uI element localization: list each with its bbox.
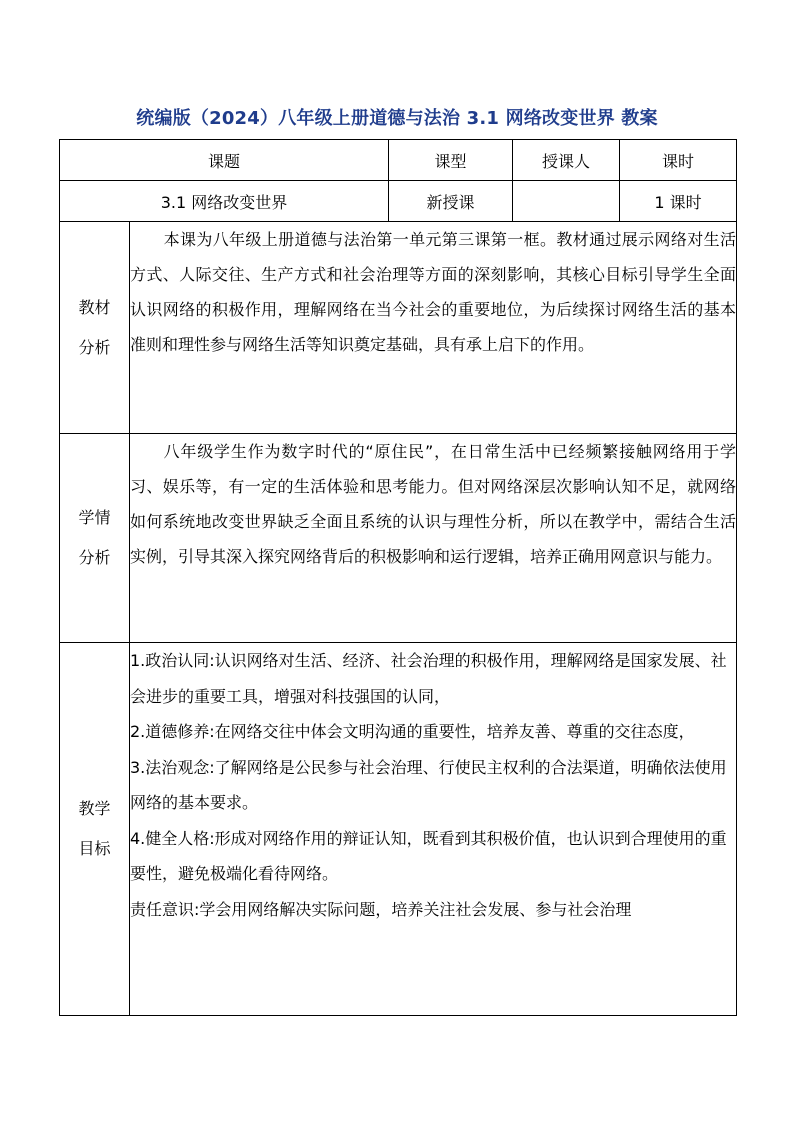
header-type: 课型	[389, 140, 513, 181]
student-analysis-content	[130, 434, 737, 643]
student-analysis-row	[60, 434, 737, 643]
goal-item: 2.道德修养:在网络交往中体会文明沟通的重要性，培养友善、尊重的交往态度，	[130, 722, 695, 741]
document-title: 统编版（2024）八年级上册道德与法治 3.1 网络改变世界 教案	[136, 108, 658, 129]
info-row	[60, 181, 737, 222]
info-hours: 1 课时	[620, 181, 737, 222]
material-analysis-text: 本课为八年级上册道德与法治第一单元第三课第一框。教材通过展示网络对生活方式、人际交往、生产方式和社会治理等方面的深刻影响，其核心目标引导学生全面认识网络的积极作用，理解网络在当今社会的重要地位，为后续探讨网络生活的基本准则和理性参与网络生活等知识奠定基础，具有承上启下的作用。	[130, 230, 737, 354]
material-analysis-content	[130, 222, 737, 434]
info-topic: 3.1 网络改变世界	[60, 181, 389, 222]
student-analysis-label	[60, 434, 130, 643]
student-analysis-text: 八年级学生作为数字时代的“原住民”，在日常生活中已经频繁接触网络用于学习、娱乐等，有一定的生活体验和思考能力。但对网络深层次影响认知不足，就网络如何系统地改变世界缺乏全面且系统的认识与理性分析，所以在教学中，需结合生活实例，引导其深入探究网络背后的积极影响和运行逻辑，培养正确用网意识与能力。	[130, 442, 737, 566]
material-analysis-label-line1: 教材	[78, 297, 111, 317]
goal-item: 4.健全人格:形成对网络作用的辩证认知，既看到其积极价值，也认识到合理使用的重要性，避免极端化看待网络。	[130, 828, 727, 883]
goal-item: 1.政治认同:认识网络对生活、经济、社会治理的积极作用，理解网络是国家发展、社会进步的重要工具，增强对科技强国的认同，	[130, 651, 727, 706]
teaching-goals-label-line1: 教学	[78, 799, 111, 818]
header-topic: 课题	[60, 140, 389, 181]
material-analysis-label	[60, 222, 130, 434]
teaching-goals-label-line2: 目标	[78, 839, 111, 858]
header-teacher: 授课人	[513, 140, 620, 181]
info-type: 新授课	[389, 181, 513, 222]
teaching-goals-label	[60, 643, 130, 1016]
goal-item: 责任意识:学会用网络解决实际问题，培养关注社会发展、参与社会治理	[130, 899, 632, 919]
goal-item: 3.法治观念:了解网络是公民参与社会治理、行使民主权利的合法渠道，明确依法使用网络的基本要求。	[130, 757, 727, 812]
lesson-plan-table	[59, 139, 737, 1016]
info-teacher	[513, 181, 620, 222]
student-analysis-label-line1: 学情	[78, 508, 111, 527]
teaching-goals-content	[130, 643, 737, 1016]
material-analysis-row	[60, 222, 737, 434]
material-analysis-label-line2: 分析	[78, 337, 111, 357]
teaching-goals-row	[60, 643, 737, 1016]
header-hours: 课时	[620, 140, 737, 181]
header-row	[60, 140, 737, 181]
student-analysis-label-line2: 分析	[78, 548, 111, 567]
